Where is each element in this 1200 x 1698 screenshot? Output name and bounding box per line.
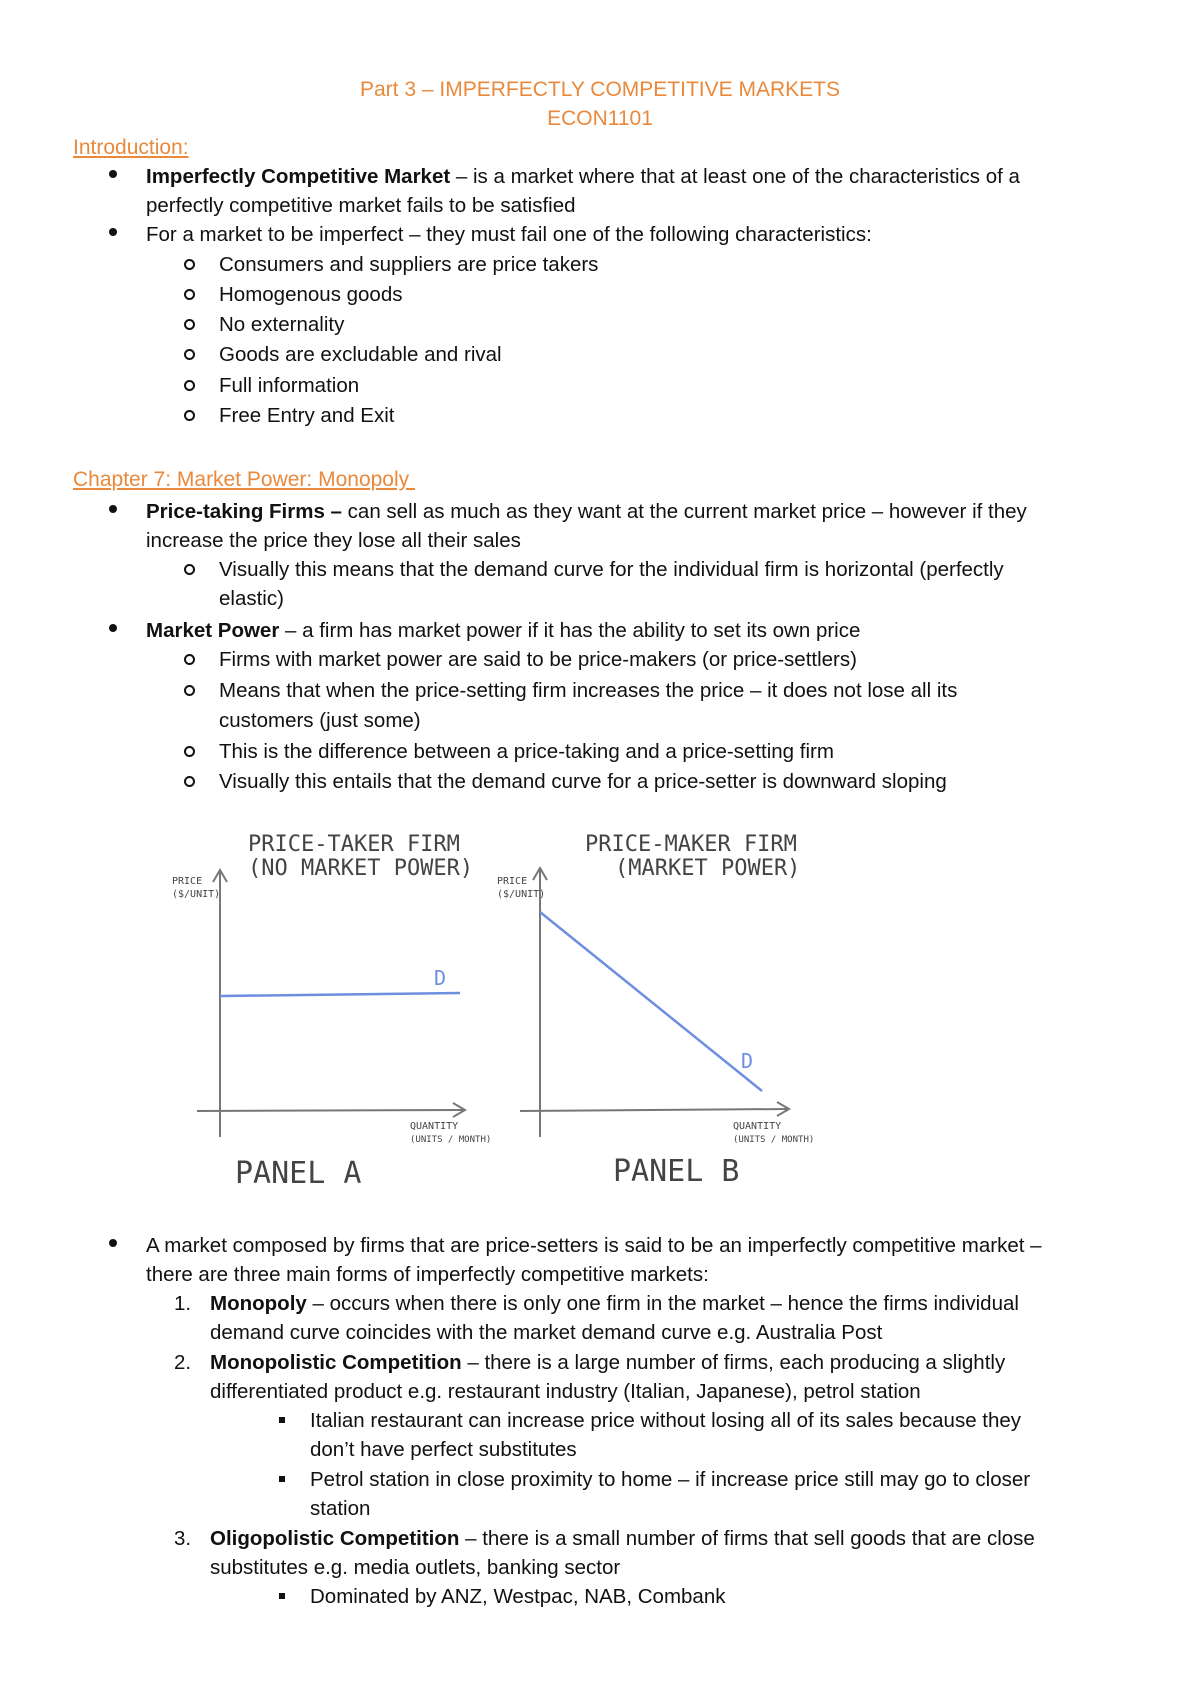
- sub-item: No externality: [219, 313, 345, 336]
- term-market-power: Market Power: [146, 619, 280, 642]
- term-imperfect-market: Imperfectly Competitive Market: [146, 165, 451, 188]
- panel-a-x-label-line-2: (UNITS / MONTH): [410, 1135, 492, 1145]
- number-2: 2.: [174, 1351, 192, 1374]
- sub-item: Visually this entails that the demand curve for a price-setter is downward sloping: [219, 770, 947, 793]
- item-text: – a firm has market power if it has the ability to set its own price: [279, 619, 861, 642]
- sub-item: This is the difference between a price-taking and a price-setting firm: [219, 740, 834, 763]
- panel-a-demand-curve: [220, 993, 460, 996]
- sub-item: Goods are excludable and rival: [219, 343, 502, 366]
- bullet-square: [279, 1417, 285, 1423]
- panel-a-curve-label: D: [434, 966, 447, 990]
- panel-b-x-axis: [520, 1109, 788, 1111]
- number-3: 3.: [174, 1527, 192, 1550]
- sub-item: Free Entry and Exit: [219, 404, 395, 427]
- panel-b-y-label-line-1: PRICE: [497, 876, 528, 887]
- sub-item-continued: don’t have perfect substitutes: [310, 1438, 577, 1461]
- sub-item: Visually this means that the demand curve for the individual firm is horizontal (perfectly: [219, 558, 1004, 581]
- bullet-square: [279, 1593, 285, 1599]
- item-text-continued: there are three main forms of imperfectly competitive markets:: [146, 1263, 709, 1286]
- panel-a-x-axis: [197, 1110, 464, 1111]
- item-text-continued: substitutes e.g. media outlets, banking sector: [210, 1556, 621, 1579]
- term-oligopolistic-competition: Oligopolistic Competition: [210, 1527, 460, 1550]
- sub-item: Dominated by ANZ, Westpac, NAB, Combank: [310, 1585, 726, 1608]
- item-text: can sell as much as they want at the current market price – however if they: [341, 500, 1027, 523]
- number-1: 1.: [174, 1292, 192, 1315]
- sub-item: Firms with market power are said to be price-makers (or price-settlers): [219, 648, 857, 671]
- panel-b-demand-curve: [540, 912, 762, 1091]
- title-line-2: ECON1101: [547, 107, 653, 130]
- item-text: – is a market where that at least one of the characteristics of a: [450, 165, 1020, 188]
- chapter-7-heading: Chapter 7: Market Power: Monopoly: [73, 468, 415, 491]
- panel-a-title-line-1: PRICE-TAKER FIRM: [248, 832, 460, 857]
- item-text-continued: perfectly competitive market fails to be satisfied: [146, 194, 576, 217]
- panel-a: [172, 832, 491, 1191]
- item-text: – occurs when there is only one firm in the market – hence the firms individual: [306, 1292, 1019, 1315]
- term-monopolistic-competition: Monopolistic Competition: [210, 1351, 462, 1374]
- item-text-continued: demand curve coincides with the market demand curve e.g. Australia Post: [210, 1321, 883, 1344]
- panel-b-label: PANEL B: [613, 1154, 740, 1189]
- list-item: A market composed by firms that are price-setters is said to be an imperfectly competitive market –: [146, 1234, 1042, 1257]
- panel-b-curve-label: D: [741, 1049, 754, 1073]
- term-monopoly: Monopoly: [210, 1292, 307, 1315]
- panel-b-x-label-line-1: QUANTITY: [733, 1121, 782, 1132]
- numbered-item: [210, 1348, 1005, 1377]
- item-text: – there is a small number of firms that sell goods that are close: [459, 1527, 1035, 1550]
- sub-item-continued: station: [310, 1497, 371, 1520]
- item-text-continued: differentiated product e.g. restaurant industry (Italian, Japanese), petrol station: [210, 1380, 921, 1403]
- item-text-continued: increase the price they lose all their sales: [146, 529, 521, 552]
- panel-a-label: PANEL A: [235, 1156, 362, 1191]
- item-text: – there is a large number of firms, each producing a slightly: [461, 1351, 1006, 1374]
- panel-b-x-label-line-2: (UNITS / MONTH): [733, 1135, 815, 1145]
- sub-item: Homogenous goods: [219, 283, 403, 306]
- list-item: For a market to be imperfect – they must fail one of the following characteristics:: [146, 223, 872, 246]
- panel-a-x-label-line-1: QUANTITY: [410, 1121, 459, 1132]
- sub-item: Means that when the price-setting firm increases the price – it does not lose all its: [219, 679, 958, 702]
- numbered-item: [210, 1524, 1035, 1553]
- bullet-square: [279, 1476, 285, 1482]
- sub-item: Consumers and suppliers are price takers: [219, 253, 599, 276]
- introduction-heading: Introduction:: [73, 136, 189, 159]
- panel-a-y-label-line-1: PRICE: [172, 876, 203, 887]
- numbered-item: [210, 1289, 1019, 1318]
- panel-b: [497, 832, 814, 1189]
- title-line-1: Part 3 – IMPERFECTLY COMPETITIVE MARKETS: [360, 78, 840, 101]
- sub-item-continued: elastic): [219, 587, 284, 610]
- sub-item: Italian restaurant can increase price without losing all of its sales because they: [310, 1409, 1022, 1432]
- panel-a-title-line-2: (NO MARKET POWER): [248, 856, 474, 881]
- panel-b-title-line-2: (MARKET POWER): [615, 856, 801, 881]
- panel-b-y-label-line-2: ($/UNIT): [497, 889, 546, 900]
- sub-item: Petrol station in close proximity to home – if increase price still may go to closer: [310, 1468, 1031, 1491]
- panel-a-y-label-line-2: ($/UNIT): [172, 889, 221, 900]
- sub-item: Full information: [219, 374, 360, 397]
- panel-b-title-line-1: PRICE-MAKER FIRM: [585, 832, 797, 857]
- sub-item-continued: customers (just some): [219, 709, 421, 732]
- bullet-dot: [109, 1239, 117, 1247]
- term-price-taking-firms: Price-taking Firms –: [146, 500, 342, 523]
